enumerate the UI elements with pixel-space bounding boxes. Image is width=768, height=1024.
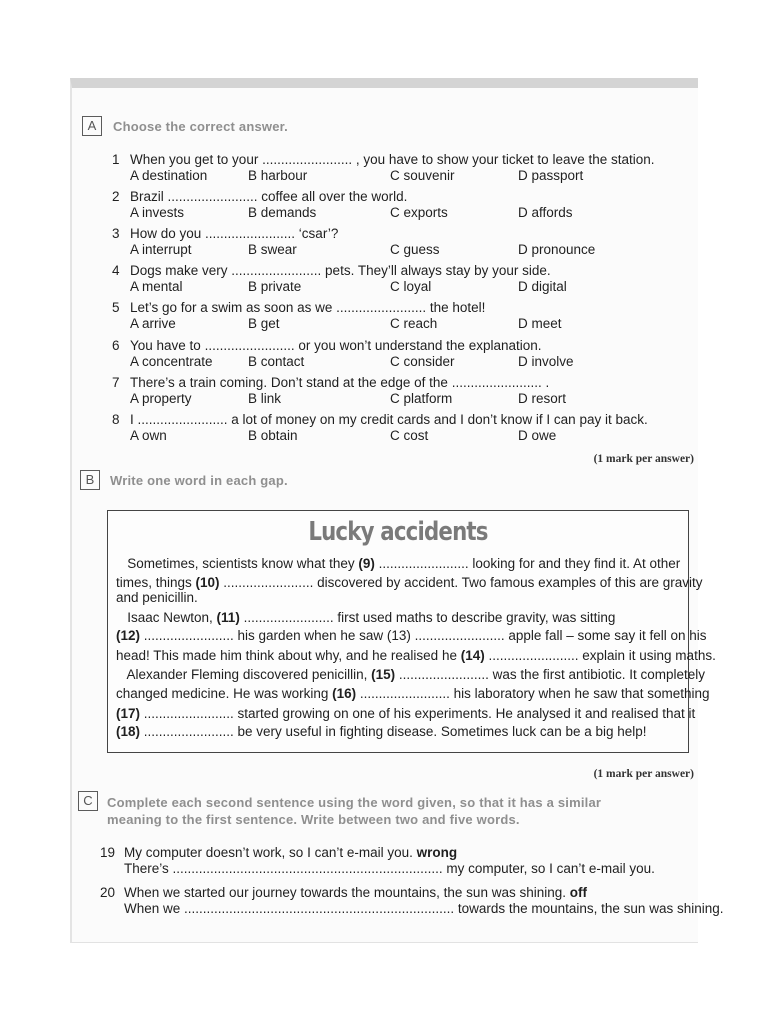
question-text: When you get to your ........................ , you have to show your ticket to leave the station. (130, 152, 655, 167)
key-word: off (569, 885, 588, 900)
story-line (116, 589, 198, 606)
gap-number: (11) (216, 610, 240, 625)
story-text-part: ........................ explain it using maths. (484, 648, 716, 663)
gap-number: (16) (332, 686, 357, 701)
transformation-sentence (124, 845, 457, 861)
question-option-c: C loyal (390, 279, 432, 294)
question-option-a: A property (130, 391, 192, 406)
question-text: You have to ........................ or you won’t understand the explanation. (130, 338, 542, 353)
section-c-instruction-1: Complete each second sentence using the word given, so that it has a similar (107, 795, 602, 810)
section-a-letter: A (82, 116, 102, 136)
story-box (107, 510, 716, 753)
question-num: 8 (112, 412, 120, 427)
question-text: How do you ........................ ‘csar’? (130, 226, 339, 241)
question-text: Brazil ........................ coffee all over the world. (130, 189, 408, 204)
story-line (116, 574, 703, 591)
section-b-letter: B (80, 470, 100, 490)
story-line (116, 647, 716, 664)
gap-number: (17) (116, 706, 141, 721)
question-option-d: D passport (518, 168, 584, 183)
gap-number: (14) (460, 648, 485, 663)
question-option-b: B obtain (248, 428, 298, 443)
question-option-b: B contact (248, 354, 305, 369)
question-num: 1 (112, 152, 120, 167)
question-option-b: B link (248, 391, 282, 406)
question-option-b: B harbour (248, 168, 308, 183)
question-num: 3 (112, 226, 120, 241)
section-c-instruction-2: meaning to the first sentence. Write between two and five words. (107, 812, 520, 827)
question-option-c: C reach (390, 316, 438, 331)
question-text: Let’s go for a swim as soon as we ........................ the hotel! (130, 300, 486, 315)
question-num: 6 (112, 338, 120, 353)
question-option-d: D involve (518, 354, 574, 369)
story-text-part: and penicillin. (116, 590, 198, 605)
section-a-instruction: Choose the correct answer. (113, 119, 288, 134)
story-text-part: ........................ first used maths to describe gravity, was sitting (239, 610, 616, 625)
question-option-c: C platform (390, 391, 453, 406)
question-option-c: C souvenir (390, 168, 455, 183)
question-option-b: B private (248, 279, 302, 294)
story-line (116, 627, 707, 644)
question-option-a: A interrupt (130, 242, 192, 257)
question-option-a: A concentrate (130, 354, 213, 369)
story-text-part: Sometimes, scientists know what they (116, 556, 359, 571)
gap-number: (18) (116, 724, 141, 739)
transformation-num: 19 (100, 845, 116, 860)
story-line (116, 723, 647, 740)
question-option-c: C cost (390, 428, 429, 443)
question-option-a: A arrive (130, 316, 176, 331)
story-line (116, 666, 705, 683)
story-line (116, 609, 615, 626)
story-text-part: head! This made him think about why, and he realised he (116, 648, 461, 663)
section-b-mark: (1 mark per answer) (593, 768, 694, 780)
question-option-d: D digital (518, 279, 567, 294)
question-num: 4 (112, 263, 120, 278)
question-option-c: C guess (390, 242, 440, 257)
story-text-part: ........................ was the first antibiotic. It completely (395, 667, 706, 682)
question-option-d: D affords (518, 205, 573, 220)
gap-number: (10) (195, 575, 220, 590)
story-text-part: Isaac Newton, (116, 610, 217, 625)
question-option-a: A destination (130, 168, 208, 183)
story-text-part: ........................ be very useful in fighting disease. Sometimes luck can be a big help! (140, 724, 647, 739)
question-option-c: C exports (390, 205, 448, 220)
question-text: There’s a train coming. Don’t stand at the edge of the ........................ . (130, 375, 550, 390)
transformation-sentence (124, 885, 587, 901)
question-option-d: D resort (518, 391, 567, 406)
question-option-b: B swear (248, 242, 297, 257)
question-option-a: A mental (130, 279, 183, 294)
gap-number: (9) (358, 556, 375, 571)
transformation-num: 20 (100, 885, 116, 900)
question-option-c: C consider (390, 354, 455, 369)
story-title: Lucky accidents (308, 517, 488, 547)
story-line (116, 685, 710, 702)
story-text-part: ........................ discovered by accident. Two famous examples of this are gravity (219, 575, 703, 590)
question-text: Dogs make very ........................ pets. They’ll always stay by your side. (130, 263, 551, 278)
question-option-d: D pronounce (518, 242, 596, 257)
key-word: wrong (416, 845, 458, 860)
question-num: 7 (112, 375, 120, 390)
section-b-instruction: Write one word in each gap. (110, 473, 288, 488)
question-option-b: B get (248, 316, 280, 331)
transformation-text: When we started our journey towards the mountains, the sun was shining. (124, 885, 566, 900)
question-option-d: D meet (518, 316, 562, 331)
section-c-letter: C (78, 791, 98, 811)
section-a-mark: (1 mark per answer) (593, 453, 694, 465)
gap-number: (15) (371, 667, 396, 682)
answer-line: When we ........................................................................ towards the mountains, the sun was shining. (124, 901, 724, 916)
question-num: 2 (112, 189, 120, 204)
story-text-part: ........................ looking for and they find it. At other (374, 556, 681, 571)
question-text: I ........................ a lot of money on my credit cards and I don’t know if I can pay it back. (130, 412, 648, 427)
question-option-a: A invests (130, 205, 185, 220)
story-text-part: Alexander Fleming discovered penicillin, (116, 667, 372, 682)
story-text-part: changed medicine. He was working (116, 686, 333, 701)
story-line (116, 555, 680, 572)
story-text-part: ........................ his garden when he saw (13) ........................ apple fall – some say it fell on his (140, 628, 707, 643)
question-option-a: A own (130, 428, 167, 443)
story-text-part: times, things (116, 575, 196, 590)
gap-number: (12) (116, 628, 141, 643)
question-option-b: B demands (248, 205, 317, 220)
question-num: 5 (112, 300, 120, 315)
story-line (116, 705, 695, 722)
answer-line: There’s ........................................................................ my computer, so I can’t e-mail you. (124, 861, 655, 876)
story-text-part: ........................ his laboratory when he saw that something (356, 686, 710, 701)
transformation-text: My computer doesn’t work, so I can’t e-mail you. (124, 845, 413, 860)
question-option-d: D owe (518, 428, 557, 443)
story-text-part: ........................ started growing on one of his experiments. He analysed it and realised that it (140, 706, 696, 721)
